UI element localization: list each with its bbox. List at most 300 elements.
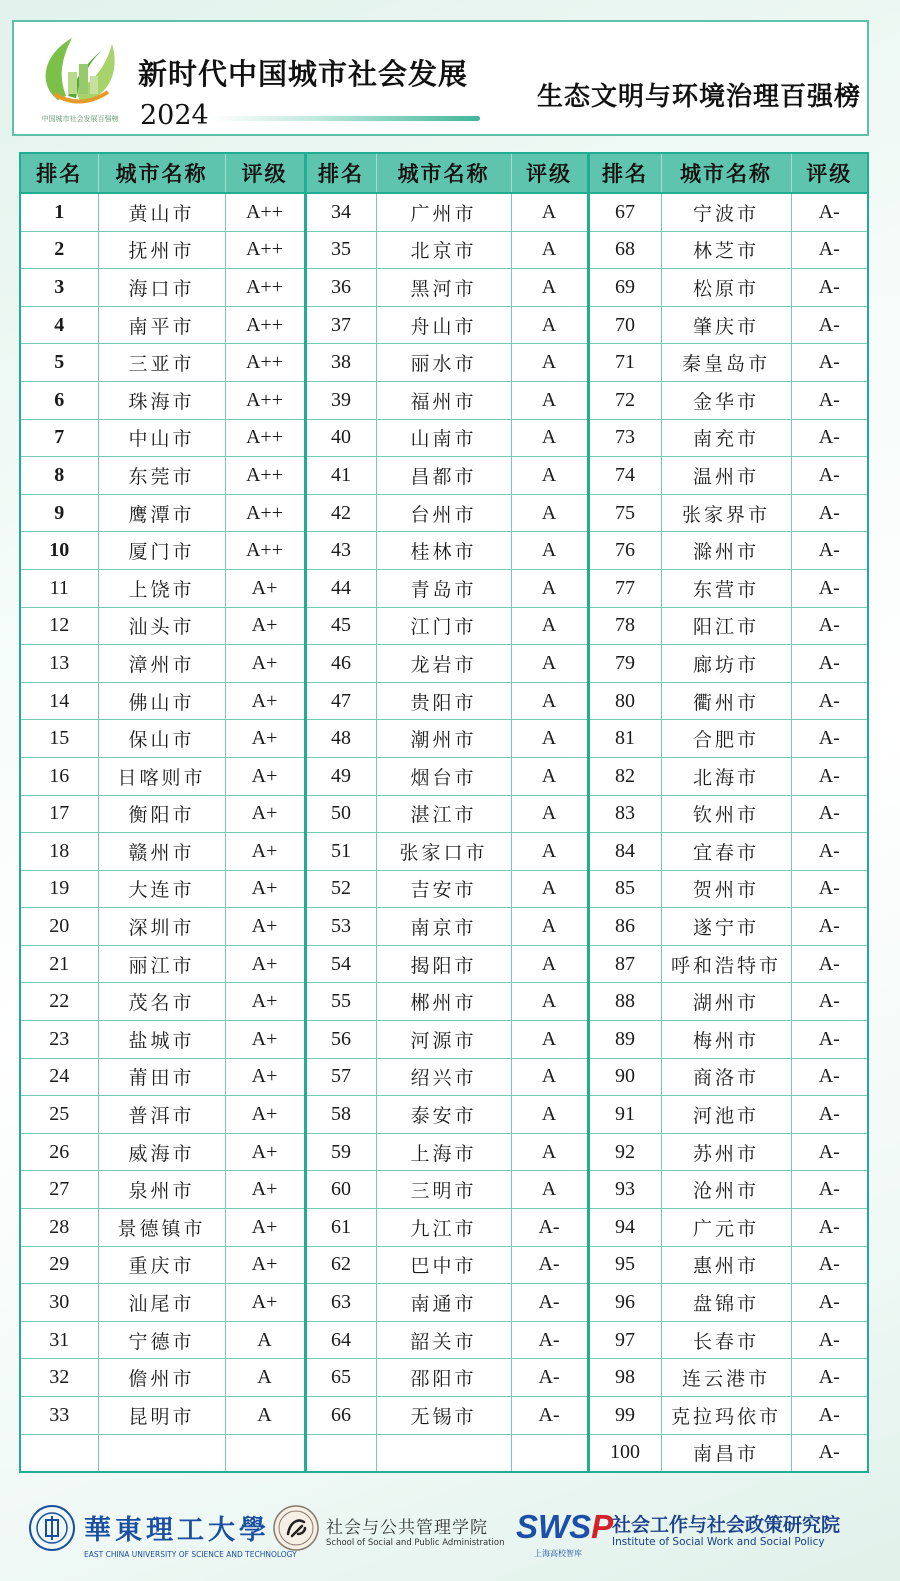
rank-cell: 72 [588,381,661,419]
rank-cell: 59 [305,1133,376,1171]
grade-cell: A- [791,1359,867,1397]
rank-cell: 38 [305,344,376,382]
rank-cell: 53 [305,908,376,946]
ecust-seal-logo-icon [28,1504,76,1552]
city-name-cell: 遂宁市 [661,908,791,946]
city-name-cell: 河池市 [661,1096,791,1134]
grade-cell: A [225,1321,305,1359]
city-name-cell: 贺州市 [661,870,791,908]
grade-cell: A- [791,983,867,1021]
table-row [21,1021,867,1059]
city-name-cell: 珠海市 [98,381,225,419]
grade-cell: A- [791,494,867,532]
rank-cell: 50 [305,795,376,833]
rank-cell: 18 [21,833,98,871]
grade-cell: A [511,269,588,307]
table-row [21,757,867,795]
city-name-cell: 绍兴市 [376,1058,511,1096]
grade-cell: A- [791,945,867,983]
city-name-cell: 广州市 [376,193,511,231]
city-name-cell: 盐城市 [98,1021,225,1059]
rank-cell: 28 [21,1209,98,1247]
grade-cell: A+ [225,1058,305,1096]
city-name-cell: 潮州市 [376,720,511,758]
grade-cell: A++ [225,193,305,231]
list-title: 生态文明与环境治理百强榜 [536,82,861,112]
city-name-cell: 莆田市 [98,1058,225,1096]
city-name-cell: 衢州市 [661,682,791,720]
grade-cell: A [511,795,588,833]
rank-cell: 80 [588,682,661,720]
table-row [21,1284,867,1322]
column-header-rank: 排名 [588,154,661,193]
table-row [21,908,867,946]
column-header-city: 城市名称 [661,154,791,193]
grade-cell: A- [791,1058,867,1096]
rank-cell: 98 [588,1359,661,1397]
grade-cell: A+ [225,720,305,758]
city-name-cell: 合肥市 [661,720,791,758]
rank-cell: 4 [21,306,98,344]
rank-cell: 15 [21,720,98,758]
grade-cell: A++ [225,381,305,419]
rank-cell: 69 [588,269,661,307]
city-name-cell: 温州市 [661,457,791,495]
grade-cell: A+ [225,1284,305,1322]
city-name-cell: 昆明市 [98,1397,225,1435]
grade-cell: A [225,1397,305,1435]
grade-cell: A++ [225,306,305,344]
grade-cell: A [511,1171,588,1209]
swsp-subtitle: 上海高校智库 [534,1549,582,1558]
city-name-cell: 无锡市 [376,1397,511,1435]
grade-cell: A [511,682,588,720]
table-row [21,231,867,269]
grade-cell: A+ [225,569,305,607]
city-name-cell: 克拉玛依市 [661,1397,791,1435]
swsp-logo-icon [516,1508,613,1546]
city-name-cell: 滁州市 [661,532,791,570]
rank-cell: 17 [21,795,98,833]
grade-cell: A [511,607,588,645]
rank-cell: 60 [305,1171,376,1209]
city-name-cell: 舟山市 [376,306,511,344]
city-name-cell: 青岛市 [376,569,511,607]
city-name-cell: 钦州市 [661,795,791,833]
rank-cell: 99 [588,1397,661,1435]
city-name-cell: 肇庆市 [661,306,791,344]
table-row [21,833,867,871]
rank-cell: 27 [21,1171,98,1209]
rank-cell: 57 [305,1058,376,1096]
rank-cell: 79 [588,645,661,683]
grade-cell: A- [791,645,867,683]
city-name-cell: 佛山市 [98,682,225,720]
city-name-cell: 茂名市 [98,983,225,1021]
table-row [21,532,867,570]
grade-cell: A+ [225,833,305,871]
footer [0,1490,900,1581]
city-name-cell: 福州市 [376,381,511,419]
city-name-cell: 桂林市 [376,532,511,570]
rank-cell: 24 [21,1058,98,1096]
grade-cell: A- [791,532,867,570]
rank-cell: 25 [21,1096,98,1134]
header-banner [12,20,869,136]
column-header-grade: 评级 [791,154,867,193]
table-row [21,1096,867,1134]
table-row [21,1209,867,1247]
city-name-cell: 昌都市 [376,457,511,495]
rank-cell: 36 [305,269,376,307]
grade-cell [225,1434,305,1471]
table-row [21,645,867,683]
city-name-cell: 上饶市 [98,569,225,607]
rank-cell: 86 [588,908,661,946]
grade-cell: A [511,569,588,607]
rank-cell: 66 [305,1397,376,1435]
grade-cell: A [511,306,588,344]
school-english-name: School of Social and Public Administration [326,1538,505,1548]
grade-cell: A+ [225,1246,305,1284]
grade-cell: A [511,757,588,795]
city-name-cell: 九江市 [376,1209,511,1247]
city-name-cell: 大连市 [98,870,225,908]
city-name-cell: 宜春市 [661,833,791,871]
rank-cell: 41 [305,457,376,495]
grade-cell: A- [791,457,867,495]
table-row [21,344,867,382]
city-name-cell: 南通市 [376,1284,511,1322]
logo-caption: 中国城市社会发展百强榜 [41,115,119,123]
city-name-cell: 盘锦市 [661,1284,791,1322]
city-name-cell: 鹰潭市 [98,494,225,532]
grade-cell: A++ [225,344,305,382]
grade-cell: A [511,870,588,908]
rank-cell: 76 [588,532,661,570]
ranking-table [19,152,869,1473]
rank-cell: 45 [305,607,376,645]
city-name-cell: 黄山市 [98,193,225,231]
grade-cell: A- [791,908,867,946]
rank-cell: 85 [588,870,661,908]
table-row [21,1058,867,1096]
grade-cell: A- [511,1321,588,1359]
table-row [21,494,867,532]
rank-cell: 71 [588,344,661,382]
grade-cell: A+ [225,1021,305,1059]
grade-cell: A [511,645,588,683]
city-name-cell: 北海市 [661,757,791,795]
rank-cell: 63 [305,1284,376,1322]
rank-cell: 65 [305,1359,376,1397]
rank-cell: 3 [21,269,98,307]
grade-cell: A- [791,795,867,833]
table-row [21,607,867,645]
rank-cell: 39 [305,381,376,419]
rank-cell: 67 [588,193,661,231]
city-name-cell: 保山市 [98,720,225,758]
table-row [21,1246,867,1284]
rank-cell: 62 [305,1246,376,1284]
rank-cell: 84 [588,833,661,871]
rank-cell: 31 [21,1321,98,1359]
city-name-cell: 东营市 [661,569,791,607]
school-seal-logo-icon [272,1504,320,1552]
city-name-cell: 吉安市 [376,870,511,908]
leaf-city-logo-icon [28,30,132,130]
city-name-cell: 重庆市 [98,1246,225,1284]
city-name-cell: 赣州市 [98,833,225,871]
school-name: 社会与公共管理学院 [326,1518,488,1538]
grade-cell: A [511,983,588,1021]
grade-cell: A- [791,306,867,344]
grade-cell: A- [791,1171,867,1209]
table-row [21,1359,867,1397]
grade-cell: A- [791,1021,867,1059]
grade-cell: A- [791,344,867,382]
title-underline [210,116,480,121]
rank-cell: 21 [21,945,98,983]
grade-cell: A- [791,1246,867,1284]
rank-cell: 78 [588,607,661,645]
rank-cell: 43 [305,532,376,570]
grade-cell: A [511,1021,588,1059]
city-name-cell: 抚州市 [98,231,225,269]
grade-cell: A [511,457,588,495]
grade-cell: A- [791,833,867,871]
rank-cell: 77 [588,569,661,607]
rank-cell: 75 [588,494,661,532]
grade-cell: A [511,494,588,532]
rank-cell: 14 [21,682,98,720]
grade-cell: A+ [225,908,305,946]
rank-cell: 92 [588,1133,661,1171]
grade-cell: A- [791,419,867,457]
city-name-cell: 威海市 [98,1133,225,1171]
rank-cell: 29 [21,1246,98,1284]
city-name-cell: 廊坊市 [661,645,791,683]
column-header-city: 城市名称 [376,154,511,193]
rank-cell: 10 [21,532,98,570]
grade-cell: A [511,1058,588,1096]
city-name-cell: 东莞市 [98,457,225,495]
city-name-cell: 中山市 [98,419,225,457]
column-header-rank: 排名 [21,154,98,193]
rank-cell: 100 [588,1434,661,1471]
city-name-cell: 黑河市 [376,269,511,307]
city-name-cell: 普洱市 [98,1096,225,1134]
city-name-cell: 惠州市 [661,1246,791,1284]
column-header-city: 城市名称 [98,154,225,193]
city-name-cell: 日喀则市 [98,757,225,795]
grade-cell: A- [511,1246,588,1284]
table-row [21,269,867,307]
city-name-cell: 丽江市 [98,945,225,983]
grade-cell: A [511,908,588,946]
city-name-cell: 呼和浩特市 [661,945,791,983]
table-row [21,870,867,908]
rank-cell: 61 [305,1209,376,1247]
table-row [21,1397,867,1435]
rank-cell: 26 [21,1133,98,1171]
rank-cell: 32 [21,1359,98,1397]
table-row [21,306,867,344]
city-name-cell: 林芝市 [661,231,791,269]
grade-cell: A+ [225,1209,305,1247]
grade-cell: A [511,1096,588,1134]
column-header-rank: 排名 [305,154,376,193]
city-name-cell: 金华市 [661,381,791,419]
city-name-cell: 巴中市 [376,1246,511,1284]
rank-cell: 16 [21,757,98,795]
grade-cell: A++ [225,494,305,532]
grade-cell: A+ [225,983,305,1021]
grade-cell: A- [791,757,867,795]
rank-cell: 44 [305,569,376,607]
grade-cell: A- [791,870,867,908]
table-row [21,419,867,457]
grade-cell: A- [791,269,867,307]
table-row [21,1171,867,1209]
city-name-cell: 宁波市 [661,193,791,231]
grade-cell: A [511,231,588,269]
grade-cell: A+ [225,1096,305,1134]
grade-cell: A- [791,720,867,758]
rank-cell: 91 [588,1096,661,1134]
rank-cell: 1 [21,193,98,231]
city-name-cell: 南京市 [376,908,511,946]
table-row [21,720,867,758]
table-row [21,1434,867,1471]
rank-cell: 40 [305,419,376,457]
grade-cell: A+ [225,795,305,833]
city-name-cell: 秦皇岛市 [661,344,791,382]
city-name-cell: 漳州市 [98,645,225,683]
city-name-cell: 丽水市 [376,344,511,382]
rank-cell: 5 [21,344,98,382]
city-name-cell: 张家口市 [376,833,511,871]
rank-cell: 2 [21,231,98,269]
rank-cell: 20 [21,908,98,946]
rank-cell: 54 [305,945,376,983]
grade-cell: A [511,419,588,457]
city-name-cell: 台州市 [376,494,511,532]
rank-cell: 11 [21,569,98,607]
city-name-cell: 南充市 [661,419,791,457]
rank-cell: 96 [588,1284,661,1322]
city-name-cell [376,1434,511,1471]
city-name-cell: 儋州市 [98,1359,225,1397]
rank-cell: 23 [21,1021,98,1059]
grade-cell: A+ [225,607,305,645]
rank-cell: 42 [305,494,376,532]
city-name-cell: 烟台市 [376,757,511,795]
city-name-cell: 汕尾市 [98,1284,225,1322]
rank-cell: 87 [588,945,661,983]
grade-cell: A++ [225,457,305,495]
grade-cell: A [225,1359,305,1397]
rank-cell: 95 [588,1246,661,1284]
city-name-cell: 北京市 [376,231,511,269]
column-header-grade: 评级 [225,154,305,193]
rank-cell: 33 [21,1397,98,1435]
rank-cell: 7 [21,419,98,457]
institute-name: 社会工作与社会政策研究院 [612,1514,841,1536]
ecust-name: 華東理工大學 [84,1515,270,1546]
grade-cell: A+ [225,1133,305,1171]
city-name-cell: 三亚市 [98,344,225,382]
table-row [21,193,867,231]
table-row [21,381,867,419]
rank-cell: 6 [21,381,98,419]
city-name-cell: 宁德市 [98,1321,225,1359]
grade-cell: A- [791,682,867,720]
city-name-cell: 深圳市 [98,908,225,946]
city-name-cell: 阳江市 [661,607,791,645]
rank-cell: 30 [21,1284,98,1322]
city-name-cell: 山南市 [376,419,511,457]
city-name-cell: 泰安市 [376,1096,511,1134]
city-name-cell: 苏州市 [661,1133,791,1171]
city-name-cell: 韶关市 [376,1321,511,1359]
city-name-cell: 邵阳市 [376,1359,511,1397]
rank-cell: 58 [305,1096,376,1134]
rank-cell: 73 [588,419,661,457]
grade-cell: A [511,193,588,231]
table-row [21,983,867,1021]
rank-cell: 8 [21,457,98,495]
grade-cell: A- [791,1133,867,1171]
rank-cell: 22 [21,983,98,1021]
city-name-cell [98,1434,225,1471]
grade-cell: A- [818,1441,840,1464]
rank-cell: 52 [305,870,376,908]
city-name-cell: 松原市 [661,269,791,307]
title-year: 2024 [140,100,209,131]
rank-cell: 94 [588,1209,661,1247]
grade-cell: A [511,381,588,419]
table-row [21,1321,867,1359]
grade-cell: A [511,720,588,758]
rank-cell: 70 [588,306,661,344]
grade-cell: A [511,1133,588,1171]
rank-cell: 55 [305,983,376,1021]
rank-cell: 19 [21,870,98,908]
grade-cell: A- [511,1209,588,1247]
city-name-cell: 河源市 [376,1021,511,1059]
rank-cell: 88 [588,983,661,1021]
city-name-cell: 南昌市 [661,1434,791,1471]
grade-cell: A [511,344,588,382]
table-row [21,569,867,607]
rank-cell: 90 [588,1058,661,1096]
swsp-logo-accent: P [591,1508,614,1545]
grade-cell: A- [511,1397,588,1435]
city-name-cell: 长春市 [661,1321,791,1359]
city-name-cell: 贵阳市 [376,682,511,720]
city-name-cell: 衡阳市 [98,795,225,833]
rank-cell: 35 [305,231,376,269]
table-body [21,193,867,1471]
rank-cell: 48 [305,720,376,758]
city-name-cell: 连云港市 [661,1359,791,1397]
rank-cell: 12 [21,607,98,645]
grade-cell: A++ [225,231,305,269]
grade-cell: A- [791,1284,867,1322]
grade-cell: A [511,945,588,983]
ecust-english-name: EAST CHINA UNIVERSITY OF SCIENCE AND TECHNOLOGY [84,1550,297,1559]
